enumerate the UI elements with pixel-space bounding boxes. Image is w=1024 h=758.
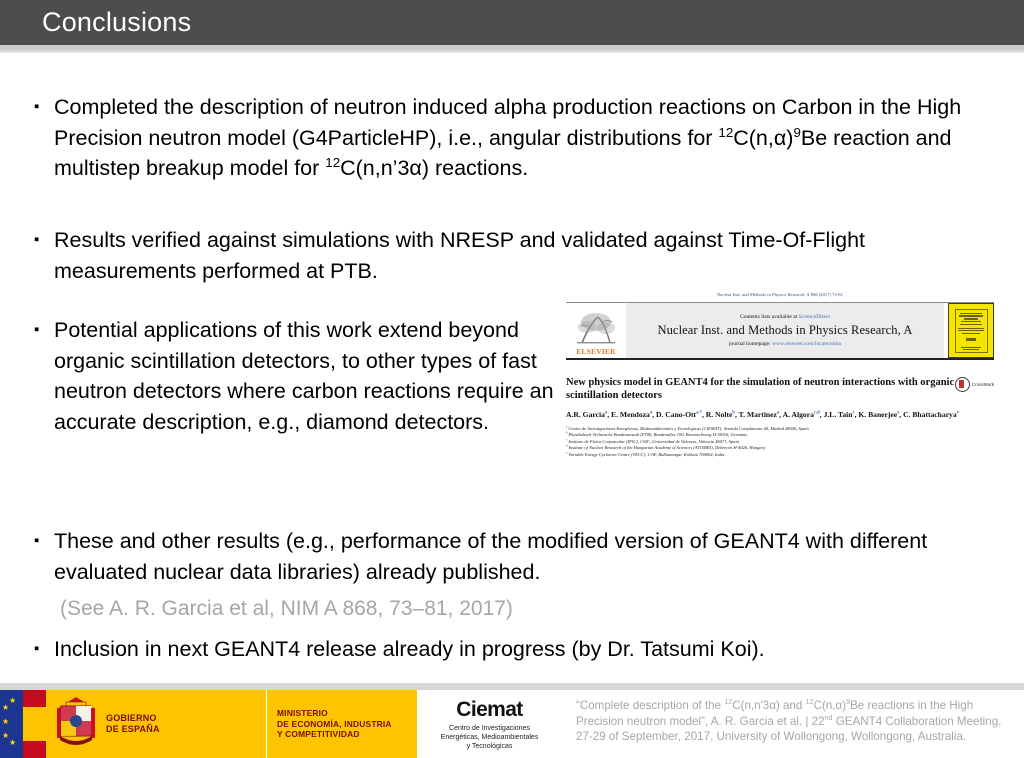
contents-prefix: Contents lists available at <box>739 314 799 320</box>
bullet-marker-icon: ▪ <box>34 321 40 338</box>
slide-footer <box>0 690 1024 758</box>
journal-homepage-line <box>729 341 841 347</box>
bullet-marker-icon: ▪ <box>34 231 40 248</box>
bullet-text: Completed the description of neutron induced alpha production reactions on Carbon in the High Precision neutron model (G4ParticleHP), i.e., angular distributions for $^{12}C(n,\alpha)^9Be$ reaction and multistep breakup model for $^{12}$C(n,n’3α) reactions. <box>54 95 962 180</box>
article-title-row <box>566 376 994 402</box>
footer-caption: “Complete description of the $^{12}$C(n,n'3α) and $^{12}C(n,\alpha)^9Be$ reactions in the High Precision neutron model”, A. R. Garcia et al. | 22nd GEANT4 Collaboration Meeting, 27-29 of September, 2017, University of Wollongong, Wollongong, Australia. <box>576 697 1002 743</box>
gobierno-label: GOBIERNO DE ESPAÑA <box>106 713 160 734</box>
bullet-text: These and other results (e.g., performance of the modified version of GEANT4 with different evaluated nuclear data libraries) already published. <box>54 529 928 584</box>
gobierno-logo <box>46 690 266 758</box>
reference-note: (See A. R. Garcia et al, NIM A 868, 73–81, 2017) <box>60 597 513 620</box>
affiliation-line: $^e$ Variable Energy Cyclotron Centre (VECC), 1/AF, Bidhannagar, Kolkata 700064, India <box>566 451 725 457</box>
article-running-head: Nuclear Inst. and Methods in Physics Research, A 868 (2017) 73-81 <box>716 292 843 297</box>
page-title: Conclusions <box>42 7 192 37</box>
bullet-marker-icon: ▪ <box>34 640 40 657</box>
crossmark-icon <box>955 377 970 392</box>
contents-lists-line <box>740 314 830 320</box>
journal-article-image <box>566 288 994 496</box>
ciemat-wordmark: Ciemat <box>456 697 523 721</box>
article-authors: A.R. Garcia$^a$, E. Mendoza$^a$, D. Cano-Ott$^{a,*}$, R. Nolte$^b$, T. Martinez$^a$, A. Algora$^{c,d}$, J.L. Tain$^c$, K. Banerjee$^e$, C. Bhattacharya$^e$ <box>566 410 959 419</box>
ministerio-logo <box>266 690 417 758</box>
sciencedirect-link[interactable]: ScienceDirect <box>798 314 831 320</box>
spain-coat-of-arms-icon <box>54 694 98 754</box>
bullet-text: Potential applications of this work extend beyond organic scintillation detectors, to other types of fast neutron detectors where carbon reactions require an accurate description, e.g., diamond detectors. <box>54 318 554 434</box>
flags-logo <box>0 690 46 758</box>
elsevier-wordmark: ELSEVIER <box>576 347 616 356</box>
journal-cover-thumbnail <box>948 303 994 358</box>
affiliation-line: $^c$ Instituto de Física Corpuscular (IFIC), CSIC–Universidad de Valencia, Valencia 46071, Spain <box>566 438 739 444</box>
bullet-text: Results verified against simulations with NRESP and validated against Time-Of-Flight measurements performed at PTB. <box>54 228 865 283</box>
bullet-marker-icon: ▪ <box>34 532 40 549</box>
journal-masthead <box>566 302 994 360</box>
title-separator <box>0 45 1024 53</box>
journal-name: Nuclear Inst. and Methods in Physics Research, A <box>657 323 913 337</box>
slide-title-bar <box>0 0 1024 45</box>
crossmark-badge <box>955 377 994 392</box>
bullet-item <box>34 634 984 665</box>
ciemat-subtitle: Centro de Investigaciones Energéticas, Medioambientales y Tecnológicas <box>440 724 539 750</box>
journal-banner <box>626 303 944 358</box>
bullet-item <box>34 225 984 286</box>
bullet-marker-icon: ▪ <box>34 98 40 115</box>
ministerio-label: MINISTERIO DE ECONOMÍA, INDUSTRIA Y COMPETITIVIDAD <box>277 708 392 740</box>
homepage-prefix: journal homepage: <box>728 341 773 347</box>
affiliation-line: $^a$ Centro de Investigaciones Energéticas, Medioambientales y Tecnológicas (CIEMAT), Avenida Complutense 40, Madrid 28040, Spain <box>566 425 809 431</box>
eu-flag-icon: ★ ★ ★ ★ ★ <box>0 690 23 758</box>
slide-content <box>0 53 1024 673</box>
elsevier-logo <box>566 303 626 358</box>
bullet-item <box>34 315 554 437</box>
crossmark-label: CrossMark <box>971 382 994 387</box>
bullet-item <box>34 92 984 184</box>
spain-flag-icon <box>23 690 46 758</box>
ciemat-logo <box>417 690 562 758</box>
article-title: New physics model in GEANT4 for the simulation of neutron interactions with organic scintillation detectors <box>566 377 955 401</box>
homepage-link[interactable]: www.elsevier.com/locate/nima <box>772 341 842 347</box>
affiliation-line: $^d$ Institute of Nuclear Research of the Hungarian Academy of Sciences (ATOMKI), Debrecen H-4026, Hungary <box>566 444 766 451</box>
bullet-text: Inclusion in next GEANT4 release already in progress (by Dr. Tatsumi Koi). <box>54 637 765 661</box>
affiliation-line: $^b$ Physikalisch-Technische Bundesanstalt (PTB), Bundesallee 100, Braunschweig D-38116, Germany <box>566 431 748 438</box>
article-affiliations <box>566 426 994 459</box>
elsevier-tree-icon <box>572 311 620 347</box>
footer-separator <box>0 683 1024 690</box>
cover-art <box>955 309 988 353</box>
bullet-item <box>34 526 984 587</box>
